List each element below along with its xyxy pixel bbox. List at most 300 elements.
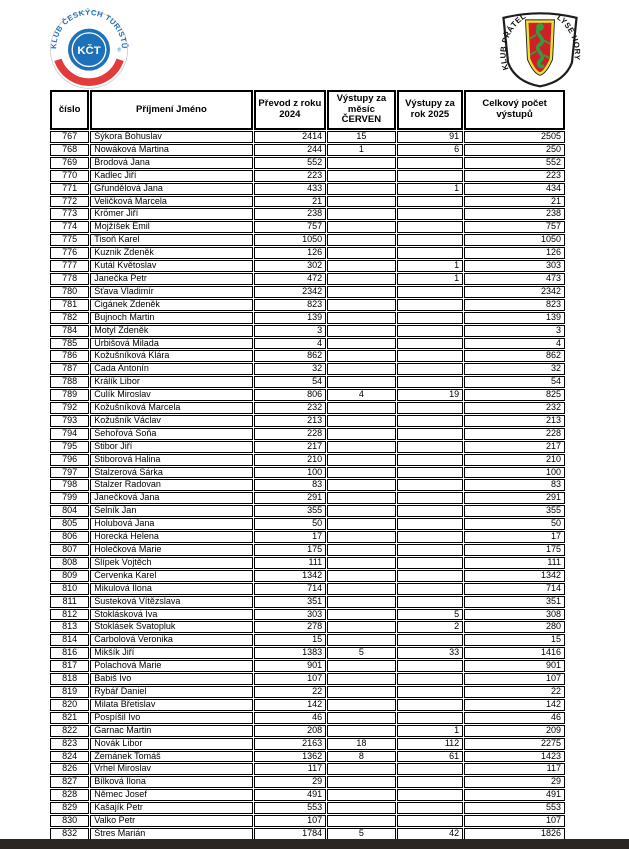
total-outputs-value: 54 <box>464 376 565 388</box>
members-table-wrap <box>49 89 566 841</box>
carryover-2024-value: 29 <box>254 776 327 788</box>
year-2025-outputs-value <box>397 673 464 685</box>
table-row <box>50 208 565 220</box>
total-outputs-value: 303 <box>464 260 565 272</box>
table-row <box>50 557 565 569</box>
table-row <box>50 273 565 285</box>
june-outputs-value <box>327 492 396 504</box>
table-row <box>50 299 565 311</box>
table-row <box>50 776 565 788</box>
year-2025-outputs-value <box>397 376 464 388</box>
total-outputs-value: 351 <box>464 596 565 608</box>
total-outputs-value: 250 <box>464 144 565 156</box>
member-number: 795 <box>50 441 89 453</box>
member-number: 772 <box>50 196 89 208</box>
member-name: Stiborová Halina <box>90 454 252 466</box>
carryover-2024-value: 32 <box>254 363 327 375</box>
col-header-total: Celkový počet výstupů <box>464 90 565 130</box>
june-outputs-value <box>327 402 396 414</box>
member-number: 823 <box>50 738 89 750</box>
june-outputs-value <box>327 712 396 724</box>
total-outputs-value: 901 <box>464 660 565 672</box>
june-outputs-value <box>327 376 396 388</box>
col-header-carryover-2024: Převod z roku 2024 <box>254 90 327 130</box>
member-number: 809 <box>50 570 89 582</box>
year-2025-outputs-value: 19 <box>397 389 464 401</box>
year-2025-outputs-value: 112 <box>397 738 464 750</box>
june-outputs-value: 8 <box>327 751 396 763</box>
table-row <box>50 402 565 414</box>
total-outputs-value: 1342 <box>464 570 565 582</box>
member-name: Novák Libor <box>90 738 252 750</box>
table-row <box>50 428 565 440</box>
member-number: 768 <box>50 144 89 156</box>
table-row <box>50 286 565 298</box>
member-name: Babiš Ivo <box>90 673 252 685</box>
member-number: 774 <box>50 221 89 233</box>
member-name: Stibor Jiří <box>90 441 252 453</box>
member-number: 798 <box>50 479 89 491</box>
total-outputs-value: 280 <box>464 621 565 633</box>
member-name: Červenka Karel <box>90 570 252 582</box>
table-row <box>50 634 565 646</box>
member-number: 832 <box>50 828 89 840</box>
member-name: Štalzer Radovan <box>90 479 252 491</box>
table-row <box>50 221 565 233</box>
total-outputs-value: 1416 <box>464 647 565 659</box>
member-name: Kadlec Jiří <box>90 170 252 182</box>
total-outputs-value: 1050 <box>464 234 565 246</box>
total-outputs-value: 139 <box>464 312 565 324</box>
year-2025-outputs-value <box>397 221 464 233</box>
col-header-number: číslo <box>50 90 89 130</box>
carryover-2024-value: 15 <box>254 634 327 646</box>
carryover-2024-value: 552 <box>254 157 327 169</box>
member-name: Čulík Miroslav <box>90 389 252 401</box>
june-outputs-value <box>327 673 396 685</box>
carryover-2024-value: 232 <box>254 402 327 414</box>
year-2025-outputs-value <box>397 325 464 337</box>
table-row <box>50 131 565 143</box>
member-number: 828 <box>50 789 89 801</box>
june-outputs-value <box>327 325 396 337</box>
total-outputs-value: 107 <box>464 673 565 685</box>
year-2025-outputs-value <box>397 428 464 440</box>
table-row <box>50 415 565 427</box>
carryover-2024-value: 21 <box>254 196 327 208</box>
member-name: Selník Jan <box>90 505 252 517</box>
member-number: 806 <box>50 531 89 543</box>
june-outputs-value <box>327 286 396 298</box>
kplh-logo-icon <box>492 6 588 90</box>
table-row <box>50 738 565 750</box>
total-outputs-value: 213 <box>464 415 565 427</box>
total-outputs-value: 553 <box>464 802 565 814</box>
carryover-2024-value: 433 <box>254 183 327 195</box>
total-outputs-value: 223 <box>464 170 565 182</box>
year-2025-outputs-value <box>397 286 464 298</box>
table-row <box>50 183 565 195</box>
member-name: Horecká Helena <box>90 531 252 543</box>
june-outputs-value <box>327 338 396 350</box>
table-row <box>50 247 565 259</box>
member-number: 804 <box>50 505 89 517</box>
member-name: Bílková Ilona <box>90 776 252 788</box>
year-2025-outputs-value <box>397 454 464 466</box>
total-outputs-value: 2505 <box>464 131 565 143</box>
year-2025-outputs-value <box>397 479 464 491</box>
carryover-2024-value: 2163 <box>254 738 327 750</box>
member-number: 769 <box>50 157 89 169</box>
june-outputs-value <box>327 441 396 453</box>
member-name: Veličková Marcela <box>90 196 252 208</box>
col-header-name: Příjmení Jméno <box>90 90 252 130</box>
june-outputs-value <box>327 660 396 672</box>
carryover-2024-value: 111 <box>254 557 327 569</box>
member-number: 767 <box>50 131 89 143</box>
members-outputs-table <box>49 89 566 841</box>
kct-logo-registered-mark: ® <box>117 47 122 54</box>
table-row <box>50 312 565 324</box>
member-name: Bujnoch Martin <box>90 312 252 324</box>
year-2025-outputs-value <box>397 299 464 311</box>
table-row <box>50 660 565 672</box>
member-number: 799 <box>50 492 89 504</box>
total-outputs-value: 308 <box>464 609 565 621</box>
year-2025-outputs-value <box>397 789 464 801</box>
june-outputs-value <box>327 570 396 582</box>
table-row <box>50 350 565 362</box>
year-2025-outputs-value <box>397 557 464 569</box>
total-outputs-value: 291 <box>464 492 565 504</box>
carryover-2024-value: 2342 <box>254 286 327 298</box>
member-name: Sehořová Soňa <box>90 428 252 440</box>
carryover-2024-value: 806 <box>254 389 327 401</box>
year-2025-outputs-value <box>397 699 464 711</box>
table-row <box>50 363 565 375</box>
table-row <box>50 492 565 504</box>
june-outputs-value <box>327 596 396 608</box>
table-row <box>50 583 565 595</box>
member-number: 810 <box>50 583 89 595</box>
member-number: 787 <box>50 363 89 375</box>
table-row <box>50 596 565 608</box>
member-number: 827 <box>50 776 89 788</box>
total-outputs-value: 823 <box>464 299 565 311</box>
year-2025-outputs-value: 1 <box>397 725 464 737</box>
table-row <box>50 376 565 388</box>
carryover-2024-value: 126 <box>254 247 327 259</box>
table-row <box>50 479 565 491</box>
page-bottom-bar <box>0 839 629 849</box>
june-outputs-value <box>327 699 396 711</box>
carryover-2024-value: 823 <box>254 299 327 311</box>
june-outputs-value <box>327 583 396 595</box>
total-outputs-value: 46 <box>464 712 565 724</box>
carryover-2024-value: 553 <box>254 802 327 814</box>
year-2025-outputs-value <box>397 467 464 479</box>
member-number: 777 <box>50 260 89 272</box>
member-name: Sýkora Bohuslav <box>90 131 252 143</box>
kct-logo-icon <box>44 6 134 90</box>
member-number: 776 <box>50 247 89 259</box>
table-row <box>50 531 565 543</box>
june-outputs-value <box>327 609 396 621</box>
carryover-2024-value: 862 <box>254 350 327 362</box>
table-row <box>50 609 565 621</box>
june-outputs-value <box>327 557 396 569</box>
year-2025-outputs-value <box>397 312 464 324</box>
june-outputs-value <box>327 196 396 208</box>
table-row <box>50 196 565 208</box>
member-number: 829 <box>50 802 89 814</box>
carryover-2024-value: 213 <box>254 415 327 427</box>
carryover-2024-value: 291 <box>254 492 327 504</box>
june-outputs-value: 1 <box>327 144 396 156</box>
member-number: 811 <box>50 596 89 608</box>
total-outputs-value: 473 <box>464 273 565 285</box>
june-outputs-value <box>327 183 396 195</box>
june-outputs-value <box>327 157 396 169</box>
member-number: 819 <box>50 686 89 698</box>
carryover-2024-value: 302 <box>254 260 327 272</box>
year-2025-outputs-value: 42 <box>397 828 464 840</box>
carryover-2024-value: 100 <box>254 467 327 479</box>
carryover-2024-value: 3 <box>254 325 327 337</box>
june-outputs-value <box>327 454 396 466</box>
member-number: 788 <box>50 376 89 388</box>
carryover-2024-value: 278 <box>254 621 327 633</box>
total-outputs-value: 126 <box>464 247 565 259</box>
carryover-2024-value: 208 <box>254 725 327 737</box>
total-outputs-value: 17 <box>464 531 565 543</box>
year-2025-outputs-value <box>397 157 464 169</box>
year-2025-outputs-value <box>397 776 464 788</box>
year-2025-outputs-value <box>397 196 464 208</box>
member-name: Mikulová Ilona <box>90 583 252 595</box>
carryover-2024-value: 50 <box>254 518 327 530</box>
total-outputs-value: 117 <box>464 763 565 775</box>
member-name: Garnac Martin <box>90 725 252 737</box>
june-outputs-value <box>327 208 396 220</box>
year-2025-outputs-value <box>397 686 464 698</box>
member-number: 793 <box>50 415 89 427</box>
table-row <box>50 325 565 337</box>
year-2025-outputs-value <box>397 441 464 453</box>
table-row <box>50 725 565 737</box>
year-2025-outputs-value <box>397 712 464 724</box>
table-row <box>50 570 565 582</box>
total-outputs-value: 217 <box>464 441 565 453</box>
table-row <box>50 157 565 169</box>
table-row <box>50 763 565 775</box>
june-outputs-value: 4 <box>327 389 396 401</box>
carryover-2024-value: 757 <box>254 221 327 233</box>
year-2025-outputs-value <box>397 544 464 556</box>
member-name: Štalzerová Šárka <box>90 467 252 479</box>
total-outputs-value: 491 <box>464 789 565 801</box>
table-header-row <box>50 90 565 130</box>
member-name: Polachová Marie <box>90 660 252 672</box>
june-outputs-value <box>327 221 396 233</box>
total-outputs-value: 1423 <box>464 751 565 763</box>
member-number: 818 <box>50 673 89 685</box>
june-outputs-value: 18 <box>327 738 396 750</box>
member-number: 781 <box>50 299 89 311</box>
june-outputs-value <box>327 776 396 788</box>
carryover-2024-value: 107 <box>254 815 327 827</box>
member-name: Vrhel Miroslav <box>90 763 252 775</box>
member-number: 794 <box>50 428 89 440</box>
carryover-2024-value: 17 <box>254 531 327 543</box>
year-2025-outputs-value: 61 <box>397 751 464 763</box>
carryover-2024-value: 2414 <box>254 131 327 143</box>
total-outputs-value: 107 <box>464 815 565 827</box>
carryover-2024-value: 355 <box>254 505 327 517</box>
table-row <box>50 234 565 246</box>
table-row <box>50 802 565 814</box>
carryover-2024-value: 901 <box>254 660 327 672</box>
member-name: Kašajík Petr <box>90 802 252 814</box>
member-name: Zemánek Tomáš <box>90 751 252 763</box>
table-body <box>50 131 565 840</box>
june-outputs-value <box>327 763 396 775</box>
total-outputs-value: 228 <box>464 428 565 440</box>
year-2025-outputs-value <box>397 208 464 220</box>
member-name: Janečková Jana <box>90 492 252 504</box>
member-name: Cigánek Zdeněk <box>90 299 252 311</box>
member-name: Susteková Vítězslava <box>90 596 252 608</box>
member-number: 786 <box>50 350 89 362</box>
member-name: Stoklásková Iva <box>90 609 252 621</box>
table-row <box>50 789 565 801</box>
total-outputs-value: 238 <box>464 208 565 220</box>
year-2025-outputs-value <box>397 802 464 814</box>
member-name: Valko Petr <box>90 815 252 827</box>
june-outputs-value <box>327 428 396 440</box>
member-name: Sťava Vladimír <box>90 286 252 298</box>
year-2025-outputs-value <box>397 815 464 827</box>
total-outputs-value: 714 <box>464 583 565 595</box>
june-outputs-value <box>327 479 396 491</box>
june-outputs-value <box>327 260 396 272</box>
carryover-2024-value: 1342 <box>254 570 327 582</box>
june-outputs-value <box>327 170 396 182</box>
carryover-2024-value: 1050 <box>254 234 327 246</box>
year-2025-outputs-value: 2 <box>397 621 464 633</box>
year-2025-outputs-value: 1 <box>397 260 464 272</box>
year-2025-outputs-value: 5 <box>397 609 464 621</box>
total-outputs-value: 100 <box>464 467 565 479</box>
member-name: Brodová Jana <box>90 157 252 169</box>
member-number: 826 <box>50 763 89 775</box>
year-2025-outputs-value <box>397 570 464 582</box>
member-number: 775 <box>50 234 89 246</box>
carryover-2024-value: 491 <box>254 789 327 801</box>
year-2025-outputs-value <box>397 583 464 595</box>
june-outputs-value <box>327 789 396 801</box>
member-number: 785 <box>50 338 89 350</box>
total-outputs-value: 825 <box>464 389 565 401</box>
member-name: Janečka Petr <box>90 273 252 285</box>
member-name: Urbišová Milada <box>90 338 252 350</box>
year-2025-outputs-value <box>397 363 464 375</box>
total-outputs-value: 757 <box>464 221 565 233</box>
june-outputs-value <box>327 415 396 427</box>
col-header-month-june: Výstupy za měsíc ČERVEN <box>327 90 396 130</box>
member-name: Kožušník Václav <box>90 415 252 427</box>
table-row <box>50 338 565 350</box>
year-2025-outputs-value <box>397 350 464 362</box>
member-number: 782 <box>50 312 89 324</box>
carryover-2024-value: 303 <box>254 609 327 621</box>
total-outputs-value: 4 <box>464 338 565 350</box>
table-row <box>50 544 565 556</box>
total-outputs-value: 552 <box>464 157 565 169</box>
june-outputs-value <box>327 725 396 737</box>
member-name: Němec Josef <box>90 789 252 801</box>
carryover-2024-value: 351 <box>254 596 327 608</box>
table-row <box>50 621 565 633</box>
year-2025-outputs-value <box>397 338 464 350</box>
carryover-2024-value: 1784 <box>254 828 327 840</box>
year-2025-outputs-value <box>397 402 464 414</box>
carryover-2024-value: 228 <box>254 428 327 440</box>
kplh-logo-text-left: KLUB PŘÁTEL <box>498 11 528 72</box>
total-outputs-value: 434 <box>464 183 565 195</box>
member-number: 773 <box>50 208 89 220</box>
carryover-2024-value: 107 <box>254 673 327 685</box>
year-2025-outputs-value <box>397 660 464 672</box>
member-name: Mojžíšek Emil <box>90 221 252 233</box>
member-name: Nowáková Martina <box>90 144 252 156</box>
total-outputs-value: 210 <box>464 454 565 466</box>
member-number: 830 <box>50 815 89 827</box>
member-name: Králík Libor <box>90 376 252 388</box>
total-outputs-value: 21 <box>464 196 565 208</box>
member-number: 821 <box>50 712 89 724</box>
member-number: 807 <box>50 544 89 556</box>
year-2025-outputs-value <box>397 634 464 646</box>
table-row <box>50 673 565 685</box>
table-row <box>50 518 565 530</box>
table-row <box>50 505 565 517</box>
kct-logo-monogram: KČT <box>77 44 101 57</box>
member-name: Gřundělová Jana <box>90 183 252 195</box>
june-outputs-value <box>327 802 396 814</box>
member-name: Tisoň Karel <box>90 234 252 246</box>
year-2025-outputs-value <box>397 247 464 259</box>
member-number: 808 <box>50 557 89 569</box>
june-outputs-value: 5 <box>327 647 396 659</box>
member-name: Carbolová Veronika <box>90 634 252 646</box>
member-number: 780 <box>50 286 89 298</box>
carryover-2024-value: 83 <box>254 479 327 491</box>
carryover-2024-value: 472 <box>254 273 327 285</box>
member-number: 797 <box>50 467 89 479</box>
year-2025-outputs-value <box>397 234 464 246</box>
member-number: 820 <box>50 699 89 711</box>
carryover-2024-value: 714 <box>254 583 327 595</box>
carryover-2024-value: 238 <box>254 208 327 220</box>
total-outputs-value: 29 <box>464 776 565 788</box>
member-name: Holubová Jana <box>90 518 252 530</box>
total-outputs-value: 142 <box>464 699 565 711</box>
member-number: 784 <box>50 325 89 337</box>
total-outputs-value: 355 <box>464 505 565 517</box>
june-outputs-value <box>327 815 396 827</box>
total-outputs-value: 1826 <box>464 828 565 840</box>
